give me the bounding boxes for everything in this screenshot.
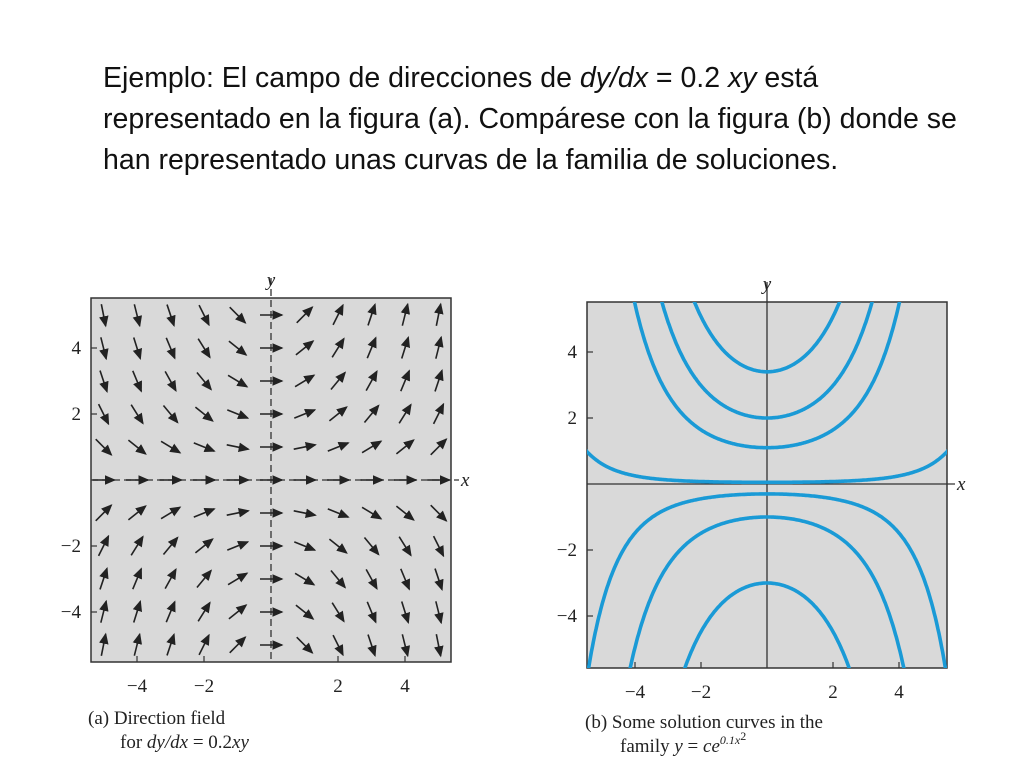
y-axis-label: y <box>266 270 276 291</box>
caption-line: (b) Some solution curves in the <box>585 712 823 733</box>
caption-text: ce <box>703 736 720 757</box>
caption-exponent: 0.1x <box>719 733 741 747</box>
x-axis-label: x <box>957 474 966 495</box>
y-tick-label: 2 <box>71 404 81 425</box>
y-tick-label: 4 <box>71 338 81 359</box>
y-tick-label: −4 <box>556 606 577 627</box>
y-tick-label: −2 <box>556 540 577 561</box>
y-tick-label: −4 <box>60 602 81 623</box>
caption-text: y <box>674 736 683 757</box>
y-tick-label: 4 <box>567 342 577 363</box>
text-part: = 0.2 <box>647 62 728 94</box>
caption-line <box>585 729 823 760</box>
caption-text: for <box>120 732 147 753</box>
x-axis-label: x <box>461 470 470 491</box>
x-tick-label: −2 <box>690 682 712 703</box>
caption-text: dy/dx <box>146 732 189 753</box>
x-tick-label: −4 <box>624 682 646 703</box>
caption-text: family <box>620 736 675 757</box>
x-tick-label: 4 <box>894 682 904 703</box>
x-tick-label: 2 <box>828 682 838 703</box>
y-tick-label: 2 <box>567 408 577 429</box>
text-part: está representado en la figura (a). Compárese con la figura (b) donde se han representado unas curvas de la familia de soluciones. <box>103 62 957 176</box>
y-tick-label: −2 <box>60 536 81 557</box>
y-axis-label: y <box>762 274 772 295</box>
caption-text: xy <box>232 732 249 753</box>
caption-line: (a) Direction field <box>88 708 226 729</box>
x-tick-label: −2 <box>193 676 215 697</box>
figure-a-caption <box>88 707 249 755</box>
solution-curves-figure <box>520 262 1024 768</box>
direction-field-figure <box>0 262 490 768</box>
caption-exponent: 2 <box>740 729 747 743</box>
x-tick-label: 2 <box>333 676 343 697</box>
caption-text: = 0.2 <box>188 732 233 753</box>
text-part: Ejemplo: El campo de direcciones de <box>103 62 580 94</box>
figure-b-caption <box>585 711 823 760</box>
caption-line <box>88 731 249 755</box>
text-part-dydx: dy/dx <box>579 62 648 94</box>
caption-text: = <box>682 736 704 757</box>
x-tick-label: −4 <box>126 676 148 697</box>
slide-paragraph <box>103 58 983 181</box>
text-part-xy: xy <box>728 62 757 94</box>
x-tick-label: 4 <box>400 676 410 697</box>
